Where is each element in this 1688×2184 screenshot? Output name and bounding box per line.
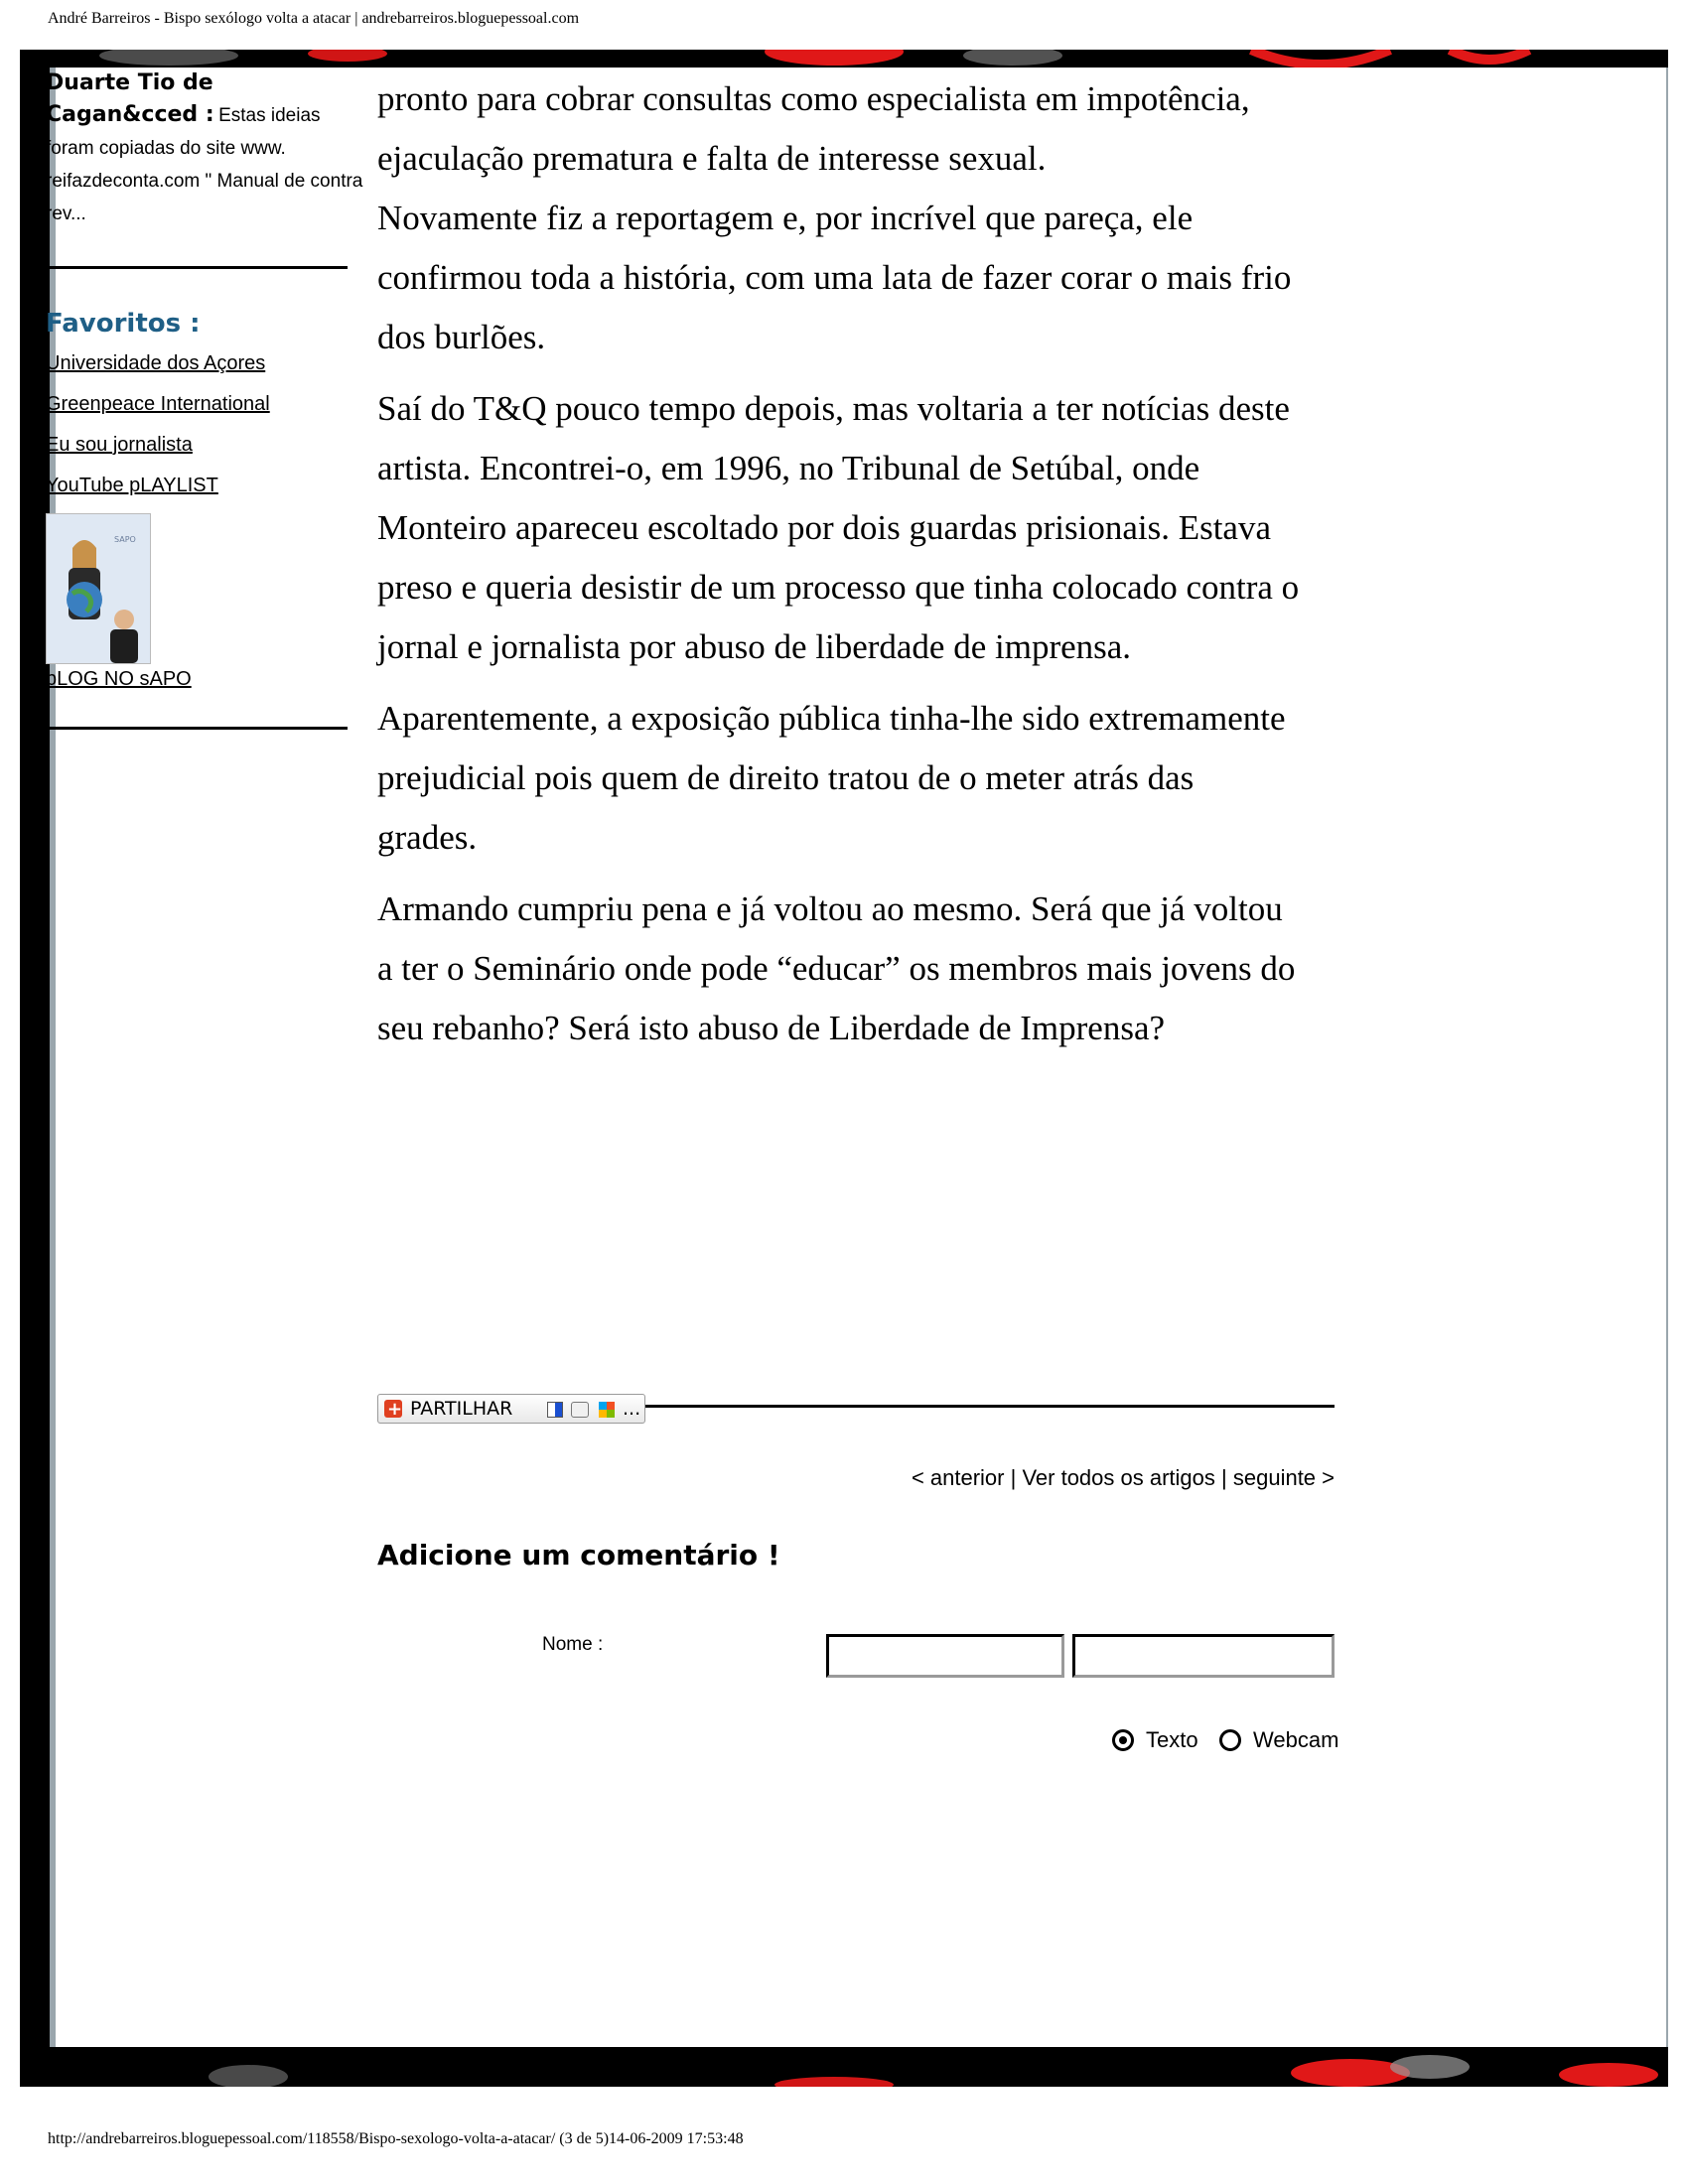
- radio-webcam[interactable]: [1219, 1729, 1241, 1751]
- print-header: André Barreiros - Bispo sexólogo volta a atacar | andrebarreiros.bloguepessoal.com: [48, 10, 580, 27]
- name-label: Nome :: [542, 1634, 604, 1655]
- favorites-title: Favoritos :: [46, 309, 201, 339]
- comment-mode-selector: [1112, 1727, 1339, 1757]
- favorite-item: [46, 432, 363, 458]
- share-row: [377, 1394, 1335, 1428]
- share-divider: [645, 1405, 1335, 1408]
- article-paragraph: Novamente fiz a reportagem e, por incrível que pareça, ele confirmou toda a história, com uma lata de fazer corar o mais frio dos burlões.: [377, 199, 1292, 356]
- favorite-item: [46, 473, 363, 498]
- windows-live-icon: [599, 1402, 615, 1418]
- article-body: [377, 69, 1301, 1070]
- radio-webcam-label[interactable]: Webcam: [1253, 1727, 1339, 1752]
- blog-thumbnail[interactable]: [46, 513, 151, 664]
- radio-selected-dot: [1119, 1736, 1127, 1744]
- nav-separator: |: [1004, 1465, 1023, 1490]
- article-paragraph: Saí do T&Q pouco tempo depois, mas voltaria a ter notícias deste artista. Encontrei-o, em 1996, no Tribunal de Setúbal, onde Monteiro apareceu escoltado por dois guardas prisionais. Estava preso e queria desistir de um processo que tinha colocado contra o jornal e jornalista por abuso de liberdade de imprensa.: [377, 389, 1300, 666]
- favorite-item: [46, 391, 363, 417]
- name-input-secondary[interactable]: [1072, 1634, 1335, 1678]
- previous-article-link[interactable]: < anterior: [911, 1465, 1005, 1490]
- name-input[interactable]: [826, 1634, 1064, 1678]
- comment-form-title: Adicione um comentário !: [377, 1539, 780, 1571]
- all-articles-link[interactable]: Ver todos os artigos: [1022, 1465, 1215, 1490]
- print-footer: http://andrebarreiros.bloguepessoal.com/118558/Bispo-sexologo-volta-a-atacar/ (3 de 5)14-06-2009 17:53:48: [48, 2130, 744, 2147]
- article-paragraph: pronto para cobrar consultas como especialista em impotência, ejaculação prematura e falta de interesse sexual.: [377, 79, 1250, 178]
- favorite-link-youtube-playlist[interactable]: YouTube pLAYLIST: [46, 475, 218, 496]
- comment-excerpt: Estas ideias foram copiadas do site www. reifazdeconta.com " Manual de contra rev...: [46, 105, 363, 224]
- radio-texto-label[interactable]: Texto: [1146, 1727, 1198, 1752]
- favorite-item-blog-sapo: [46, 513, 363, 691]
- article-paragraph: Aparentemente, a exposição pública tinha-lhe sido extremamente prejudicial pois quem de direito tratou de o meter atrás das grades.: [377, 699, 1286, 857]
- favorite-item: [46, 350, 363, 376]
- sidebar: [46, 68, 363, 730]
- plus-icon-glyph: +: [387, 1399, 403, 1420]
- nav-separator: |: [1214, 1465, 1233, 1490]
- recent-comment[interactable]: [46, 68, 363, 230]
- article-navigation: [874, 1465, 1335, 1491]
- article-paragraph: Armando cumpriu pena e já voltou ao mesmo. Será que já voltou a ter o Seminário onde pode “educar” os membros mais jovens do seu rebanho? Será isto abuso de Liberdade de Imprensa?: [377, 889, 1296, 1047]
- decorative-top-banner: [20, 50, 1668, 69]
- people-globe-icon: [47, 514, 150, 663]
- favorite-link-greenpeace[interactable]: Greenpeace International: [46, 393, 270, 415]
- comment-author: Duarte Tio de Cagan&cced :: [46, 70, 214, 127]
- share-label: PARTILHAR: [410, 1398, 513, 1420]
- digg-icon: [571, 1402, 589, 1418]
- blog-sapo-link[interactable]: bLOG NO sAPO: [46, 668, 192, 690]
- delicious-icon: [547, 1402, 563, 1418]
- sidebar-divider: [44, 266, 348, 269]
- radio-texto[interactable]: [1112, 1729, 1134, 1751]
- decorative-bottom-banner: [20, 2047, 1668, 2087]
- sidebar-divider-bottom: [44, 727, 348, 730]
- next-article-link[interactable]: seguinte >: [1232, 1465, 1335, 1490]
- share-more: ...: [623, 1398, 641, 1420]
- favorite-link-eu-sou-jornalista[interactable]: Eu sou jornalista: [46, 434, 193, 456]
- svg-text:SAPO: SAPO: [114, 535, 136, 544]
- share-button[interactable]: [377, 1394, 645, 1424]
- favorite-link-universidade-acores[interactable]: Universidade dos Açores: [46, 352, 266, 374]
